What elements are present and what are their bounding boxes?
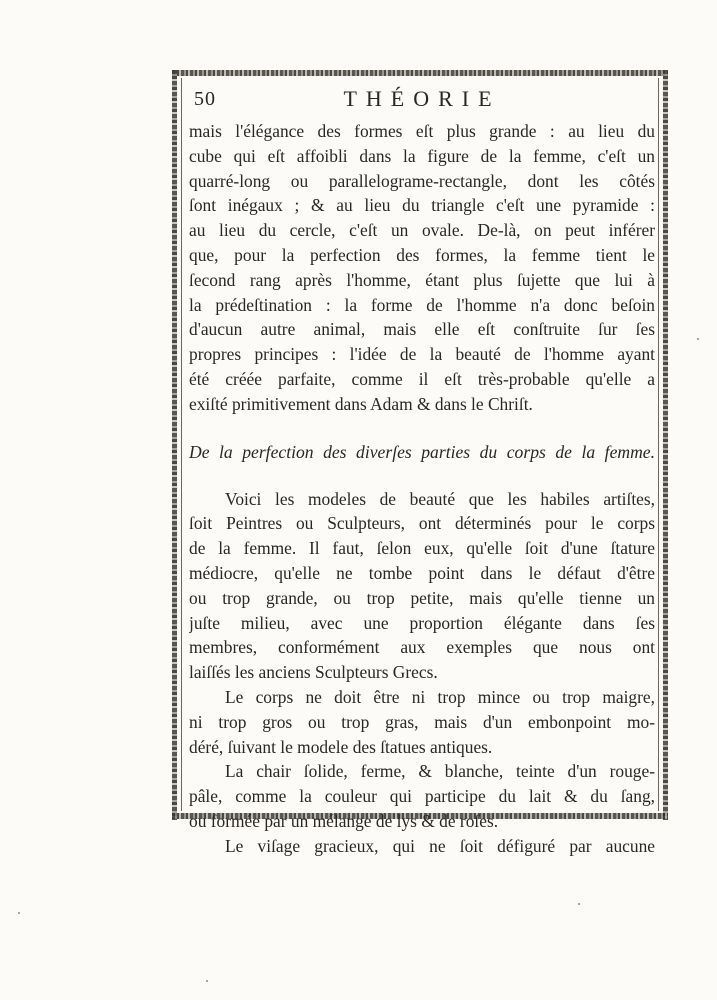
text-line: La chair ſolide, ferme, & blanche, teinte d'un rouge- [225,761,655,782]
running-head [192,84,652,114]
text-line: Le viſage gracieux, qui ne ſoit défiguré par aucune [225,835,655,856]
top-border-rule [172,70,668,76]
text-line: quarré-long ou parallelograme-rectangle, dont les côtés [189,170,655,191]
text-line: cube qui eſt affoibli dans la figure de la femme, c'eſt un [189,145,655,166]
paper-speck [578,903,580,905]
text-line: propres principes : l'idée de la beauté de l'homme ayant [189,344,655,365]
section-heading: De la perfection des diverſes parties du corps de la femme. [189,441,655,462]
inner-left-line [181,78,182,811]
text-line: ni trop gros ou trop gras, mais d'un embonpoint mo- [189,711,655,732]
paper-speck [697,338,699,340]
text-line: mais l'élégance des formes eſt plus grande : au lieu du [189,121,655,141]
text-line: ſoit Peintres ou Sculpteurs, ont déterminés pour le corps [189,513,655,534]
page-number: 50 [194,88,216,110]
inner-right-line [658,78,659,811]
text-line: laiſſés les anciens Sculpteurs Grecs. [189,662,438,683]
text-line: déré, ſuivant le modele des ſtatues antiques. [189,736,493,757]
text-line: exiſté primitivement dans Adam & dans le Chriſt. [189,393,533,414]
text-line: la prédeſtination : la forme de l'homme n'a donc beſoin [189,294,655,315]
text-line: au lieu du cercle, c'eſt un ovale. De-là, on peut inférer [189,220,655,241]
text-line: médiocre, qu'elle ne tombe point dans le défaut d'être [189,562,655,583]
paper-speck [18,912,20,914]
body-text [189,119,655,859]
text-line: ſont inégaux ; & au lieu du triangle c'eſt une pyramide : [189,195,655,216]
paper-speck [206,980,208,982]
printed-page-frame [172,70,668,856]
text-line: que, pour la perfection des formes, la femme tient le [189,244,655,265]
text-line: membres, conformément aux exemples que nous ont [189,637,655,658]
text-line: Le corps ne doit être ni trop mince ou trop maigre, [225,686,655,707]
text-line: Voici les modeles de beauté que les habiles artiſtes, [225,488,655,509]
text-line: d'aucun autre animal, mais elle eſt conſtruite ſur ſes [189,319,655,340]
text-line: ſecond rang après l'homme, étant plus ſujette que lui à [189,269,655,290]
text-line: été créée parfaite, comme il eſt très-probable qu'elle a [189,368,655,389]
left-border-rule [172,70,177,820]
text-line: de la femme. Il faut, ſelon eux, qu'elle ſoit d'une ſtature [189,538,655,559]
text-line: pâle, comme la couleur qui participe du lait & du ſang, [189,786,655,807]
running-title: THÉORIE [343,86,501,111]
text-line: juſte milieu, avec une proportion élégante dans ſes [189,612,655,633]
text-line: ou formée par un mélange de lys & de roſes. [189,810,499,831]
text-line: ou trop grande, ou trop petite, mais qu'elle tienne un [189,587,655,608]
right-border-rule [663,70,668,820]
